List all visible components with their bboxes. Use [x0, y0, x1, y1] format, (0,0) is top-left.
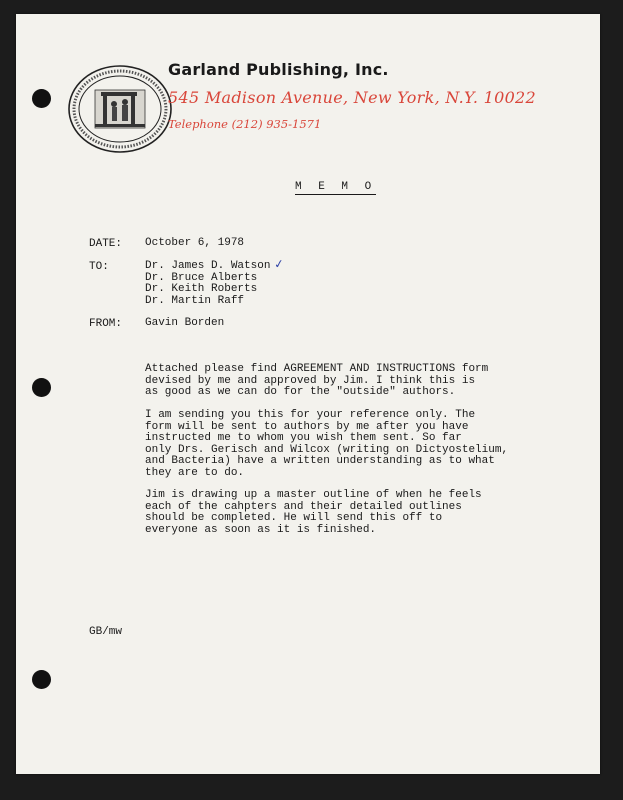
to-recipient: Dr. Martin Raff [145, 294, 245, 307]
from-value: Gavin Borden [145, 317, 225, 329]
handwritten-check-mark-icon: ✓ [273, 256, 285, 272]
body-paragraph: Jim is drawing up a master outline of when he feels each of the cahpters and their detailed outlines should be completed. He will send this off to everyone as soon as it is finished. [145, 489, 482, 536]
punch-hole [32, 89, 51, 108]
punch-hole [32, 670, 51, 689]
date-label: DATE: [89, 238, 123, 250]
memo-title: M E M O [295, 181, 377, 193]
body-paragraph: I am sending you this for your reference only. The form will be sent to authors by me after you have instructed me to whom you wish them sent. So far only Drs. Gerisch and Wilcox (writing on Dictyostelium, and Bacteria) have a written understanding as to what they are to do. [145, 409, 509, 479]
to-recipient: Dr. Bruce Alberts [145, 271, 258, 284]
company-name: Garland Publishing, Inc. [168, 60, 389, 79]
to-label: TO: [89, 261, 109, 273]
from-label: FROM: [89, 318, 123, 330]
body-paragraph: Attached please find AGREEMENT AND INSTRUCTIONS form devised by me and approved by Jim. I think this is as good as we can do for the "outside" authors. [145, 363, 489, 398]
date-value: October 6, 1978 [145, 237, 245, 249]
company-telephone: Telephone (212) 935-1571 [168, 117, 322, 131]
to-recipient: Dr. Keith Roberts [145, 283, 258, 295]
to-recipient: Dr. James D. Watson [145, 260, 271, 272]
memo-page [16, 14, 600, 774]
typist-initials: GB/mw [89, 626, 123, 638]
publisher-seal-logo [67, 64, 173, 154]
punch-hole [32, 378, 51, 397]
company-address: 545 Madison Avenue, New York, N.Y. 10022 [168, 88, 537, 107]
